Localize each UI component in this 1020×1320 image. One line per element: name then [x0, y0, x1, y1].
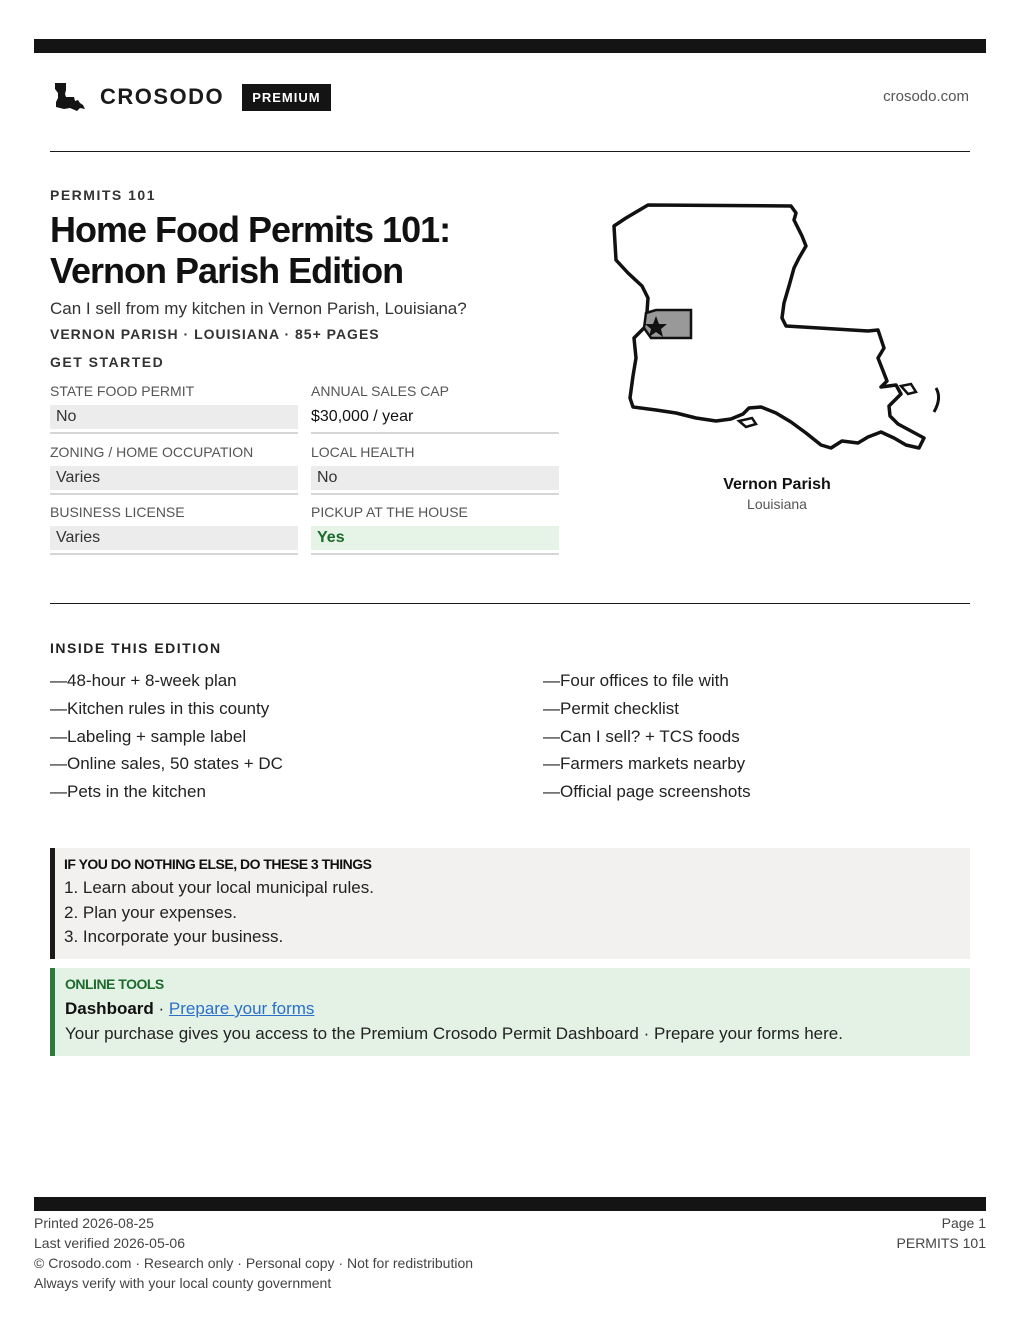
action-item: 1. Learn about your local municipal rules. — [64, 878, 374, 897]
field-state-food-permit — [50, 382, 298, 434]
field-value: No — [50, 405, 298, 429]
field-label: ANNUAL SALES CAP — [311, 383, 449, 399]
field-label: ZONING / HOME OCCUPATION — [50, 444, 254, 460]
field-zoning — [50, 443, 298, 495]
tools-link-line — [65, 999, 970, 1019]
action-callout-heading: IF YOU DO NOTHING ELSE, DO THESE 3 THINGS — [64, 856, 372, 872]
footer-right — [897, 1213, 986, 1253]
prepare-forms-link[interactable]: Prepare your forms — [168, 999, 315, 1018]
inside-edition-heading: INSIDE THIS EDITION — [50, 640, 222, 656]
field-value: Yes — [311, 526, 559, 550]
list-item: —Labeling + sample label — [50, 726, 247, 746]
coastal-marsh — [901, 384, 916, 394]
list-item: —Farmers markets nearby — [543, 754, 746, 774]
footer-section: PERMITS 101 — [896, 1235, 986, 1251]
field-label: BUSINESS LICENSE — [50, 504, 185, 520]
footer-printed-date: Printed 2026-08-25 — [34, 1215, 154, 1231]
top-rule-bar — [34, 39, 986, 53]
header-divider — [50, 151, 970, 152]
field-value: $30,000 / year — [311, 408, 414, 425]
field-label: PICKUP AT THE HOUSE — [311, 504, 468, 520]
action-item: 3. Incorporate your business. — [64, 927, 284, 946]
field-pickup-at-house — [311, 503, 559, 555]
get-started-heading: GET STARTED — [50, 354, 165, 370]
field-underline — [311, 493, 559, 495]
page-title: Home Food Permits 101: Vernon Parish Edition — [50, 209, 451, 291]
edition-meta: VERNON PARISH · LOUISIANA · 85+ PAGES — [50, 326, 380, 342]
site-url[interactable]: crosodo.com — [883, 88, 969, 105]
field-business-license — [50, 503, 298, 555]
list-item: —Permit checklist — [543, 698, 680, 718]
field-underline — [50, 493, 298, 495]
action-item: 2. Plan your expenses. — [64, 902, 237, 922]
page-number: Page 1 — [941, 1215, 986, 1231]
section-kicker: PERMITS 101 — [50, 187, 156, 203]
list-item: —48-hour + 8-week plan — [50, 671, 237, 690]
bottom-rule-bar — [34, 1197, 986, 1211]
coastal-island — [934, 388, 939, 412]
page-subtitle: Can I sell from my kitchen in Vernon Parish, Louisiana? — [50, 299, 467, 318]
map-caption-title: Vernon Parish — [723, 476, 831, 493]
list-item: —Online sales, 50 states + DC — [50, 754, 283, 774]
field-value: No — [311, 466, 559, 490]
separator: · — [153, 999, 169, 1018]
footer-disclaimer: Always verify with your local county government — [34, 1275, 332, 1291]
map-caption — [677, 476, 877, 512]
field-label: STATE FOOD PERMIT — [50, 383, 195, 399]
field-local-health — [311, 443, 559, 495]
field-annual-sales-cap — [311, 382, 559, 434]
field-underline — [50, 553, 298, 555]
field-underline — [50, 432, 298, 434]
inside-list-left — [50, 667, 283, 806]
action-callout — [50, 848, 970, 959]
map-caption-subtitle: Louisiana — [747, 496, 807, 512]
brand-name: CROSODO — [100, 84, 225, 109]
inside-list-right — [543, 667, 751, 806]
louisiana-state-icon — [52, 81, 88, 113]
louisiana-lake-outline — [739, 418, 756, 427]
list-item: —Kitchen rules in this county — [50, 698, 270, 718]
list-item: —Pets in the kitchen — [50, 782, 206, 802]
premium-badge: PREMIUM — [242, 84, 330, 111]
tools-description: Your purchase gives you access to the Premium Crosodo Permit Dashboard · Prepare your forms here. — [65, 1024, 843, 1043]
online-tools-callout — [50, 968, 970, 1056]
list-item: —Can I sell? + TCS foods — [543, 726, 740, 746]
list-item: —Four offices to file with — [543, 671, 729, 690]
footer-copyright: © Crosodo.com · Research only · Personal copy · Not for redistribution — [34, 1255, 474, 1271]
action-list — [64, 876, 970, 950]
field-underline — [311, 432, 559, 434]
louisiana-map — [606, 198, 946, 460]
list-item: —Official page screenshots — [543, 782, 751, 802]
field-value: Varies — [50, 466, 298, 490]
field-underline — [311, 553, 559, 555]
online-tools-heading: ONLINE TOOLS — [65, 976, 164, 992]
brand-header — [52, 80, 331, 114]
field-value: Varies — [50, 526, 298, 550]
footer-verified-date: Last verified 2026-05-06 — [34, 1235, 185, 1251]
section-divider — [50, 603, 970, 604]
dashboard-label: Dashboard — [65, 999, 154, 1018]
field-label: LOCAL HEALTH — [311, 444, 415, 460]
footer-left — [34, 1213, 473, 1293]
